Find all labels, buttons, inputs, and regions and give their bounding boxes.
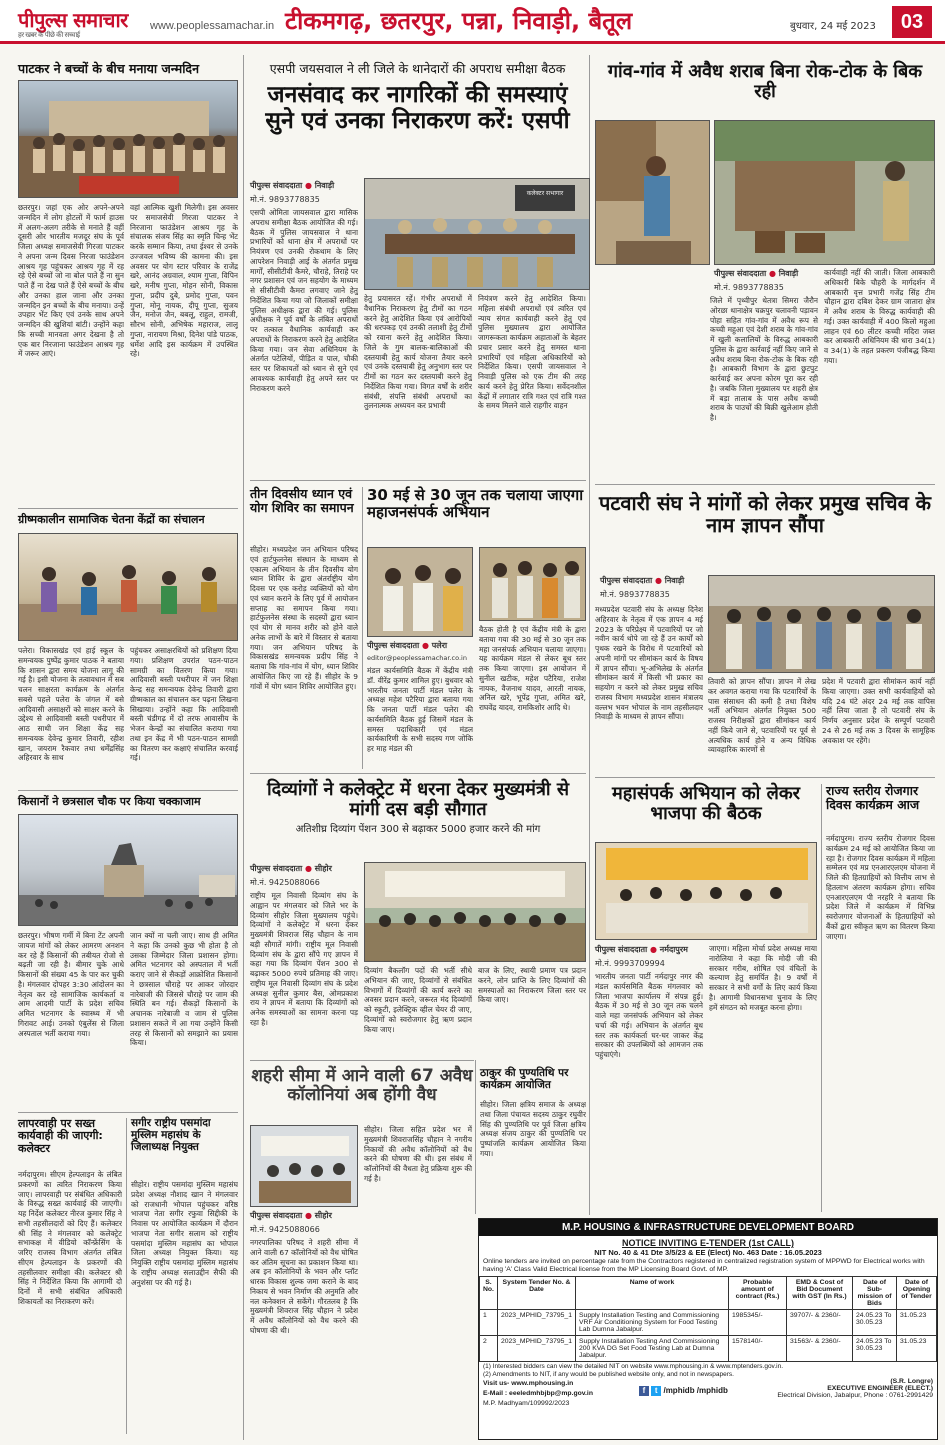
reporter-mobile: मो.नं. 9893778835 <box>600 590 670 599</box>
brand-tagline: हर खबर के पीछे की सच्चाई <box>18 31 80 39</box>
photo-colonies-meeting <box>250 1125 358 1207</box>
tender-table <box>479 1276 937 1362</box>
byline-reporter: पीपुल्स संवाददाता <box>250 864 303 873</box>
section-divider <box>18 790 238 791</box>
byline: पीपुल्स संवाददाता ● सीहोर <box>250 1211 332 1220</box>
tender-nit-number: NIT No. 40 & 41 Dte 3/5/23 & EE (Elect) No. 463 Date : 16.05.2023 <box>594 1248 822 1257</box>
table-cell: 39707/- & 2360/- <box>787 1309 853 1335</box>
photo-excise-raid <box>714 120 935 265</box>
byline: पीपुल्स संवाददाता ● पलेरा <box>367 641 448 650</box>
signatory-name: (S.R. Longre) <box>890 1377 933 1385</box>
statue-photo-illustration <box>19 815 238 926</box>
byline: पीपुल्स संवाददाता ● निवाड़ी <box>714 269 799 278</box>
column-header: S. No. <box>480 1276 498 1309</box>
woman-photo-illustration <box>596 121 710 265</box>
social-handle-text: /mphidb /mphidb <box>663 1385 728 1395</box>
article-subheadline: अतिशीघ्र दिव्यांग पेंशन 300 से बढ़ाकर 5000 हजार करने की मांग <box>295 824 541 836</box>
article-birthday <box>18 62 238 76</box>
column-divider <box>821 784 822 1212</box>
article-body: कार्यवाही नहीं की जाती। जिला आबकारी अधिकारी बिके चौहरी के मार्गदर्शन में आबकारी वृत्त प्रभारी गजेंद्र सिंह टीम चौहान द्वारा दबिश देकर ग्राम जातारा क्षेत्र में अवैध शराब के विरुद्ध कार्यवाही की गई। उक्त कार्यवाही में 400 किलो महुआ लाहन एवं 60 लीटर कच्ची मदिरा जब्त कर आबकारी अधिनियम की धारा 34(1) व 34(1) के तहत प्रकरण पंजीबद्ध किया गया। <box>824 268 935 365</box>
byline: पीपुल्स संवाददाता ● निवाड़ी <box>600 576 685 585</box>
article-headline[interactable]: दिव्यांगों ने कलेक्ट्रेट में धरना देकर मुख्यमंत्री से मांगी दस बड़ी सौगात <box>267 779 569 821</box>
signatory-title: EXECUTIVE ENGINEER (ELECT.) <box>827 1384 933 1392</box>
byline-reporter: पीपुल्स संवाददाता <box>250 1211 303 1220</box>
table-cell: Supply Installation Testing and Commissioning VRF Air Conditioning System for Food Testing Lab Dumna Jabalpur. <box>576 1309 729 1335</box>
photo-police-meeting <box>364 178 590 290</box>
column-header: System Tender No. & Date <box>497 1276 575 1309</box>
article-headline[interactable]: पटवारी संघ ने मांगों को लेकर प्रमुख सचिव के नाम ज्ञापन सौंपा <box>598 491 932 538</box>
article-body: हेतु प्रयासरत रहें। गंभीर अपराधों में वैधानिक निराकरण हेतु टीमों का गठन करने हेतु आदेशित किया एवं आरोपियों की धरपकड़ एवं उनकी तलाशी हेतु टीमों को रवाना करने हेतु आदेशित किया। जिले के गुम बालक-बालिकाओं की दस्तयाबी हेतु कार्य योजना तैयार करने एवं उनके दस्तयाबी हेतु अनुभाग स्तर पर टीमों का गठन कर दस्तयाबी करने हेतु निर्देशित किया गया। विगत वर्षों के शरीर संबंधी, संपत्ति संबंधी अपराधों का तुलनात्मक अध्ययन कर प्रभावी <box>364 294 472 411</box>
section-divider <box>595 484 935 485</box>
article-yoga-camp <box>250 487 358 515</box>
memorandum-photo-illustration <box>709 576 935 673</box>
tender-table-header-row <box>480 1276 937 1309</box>
article-body: राष्ट्रीय मूल निवासी दिव्यांग संघ के आह्वान पर मंगलवार को जिले भर के दिव्यांग सीहोर जिला मुख्यालय पहुंचे। दिव्यांगों ने कलेक्ट्रेट में धरना देकर मुख्यमंत्री शिवराज सिंह चौहान के नाम बड़ी सौगातें मांगी। राष्ट्रीय मूल निवासी दिव्यांग संघ के द्वारा सौंपे गए ज्ञापन में कहा गया कि दिव्यांग पेंशन 300 से बढ़ाकर 5000 रुपये प्रतिमाह की जाए। राष्ट्रीय मूल निवासी दिव्यांग संघ के प्रदेश अध्यक्ष सुनील कुमार बैस, ओमप्रकाश राय ने ज्ञापन में बताया कि दिव्यांगों को अनेक समस्याओं का सामना करना पड़ रहा है। <box>250 891 358 1027</box>
byline-place: निवाड़ी <box>778 269 799 278</box>
newspaper-logo[interactable] <box>18 6 128 40</box>
byline: पीपुल्स संवाददाता ● सीहोर <box>250 864 332 873</box>
byline-reporter: पीपुल्स संवाददाता <box>250 181 303 190</box>
article-rojgar-diwas <box>826 784 935 812</box>
section-divider <box>250 1060 474 1061</box>
byline-reporter: पीपुल्स संवाददाता <box>600 576 653 585</box>
byline-place: सीहोर <box>314 864 332 873</box>
lead-kicker <box>250 62 585 76</box>
byline-place: सीहोर <box>314 1211 332 1220</box>
article-headline[interactable]: ठाकुर की पुण्यतिथि पर कार्यक्रम आयोजित <box>480 1067 569 1091</box>
article-headline[interactable]: 30 मई से 30 जून तक चलाया जाएगा महाजनसंपर्क अभियान <box>367 486 584 521</box>
table-cell: 1985345/- <box>729 1309 787 1335</box>
article-body: छतरपुर। भीषण गर्मी में बिना टेंट अपनी जायज मांगों को लेकर आमरण अनशन कर रहे हैं किसानों की तबीयत रोजो से बढ़ती जा रही है। बीमार चुके आधे किसानों की संख्या 45 के पार कर चुकी है। मंगलवार दोपहर 3:30 आंदोलन का नेतृत्व कर रहे सामाजिक कार्यकर्ता व आम आदमी पार्टी के प्रदेश सचिव अमित भटनागर के स्वास्थ्य में भी गिरावट आई। उनको एंबुलेंस से जिला अस्पताल भर्ती कराया गया। <box>18 931 124 1038</box>
article-thakur <box>480 1068 586 1092</box>
article-body: भारतीय जनता पार्टी नर्मदापुर नगर की मंडल कार्यसमिति बैठक मंगलवार को जिला भाजपा कार्यालय में संपन्न हुई। बैठक में 30 मई से 30 जून तक चलने वाले महा जनसंपर्क अभियान को लेकर चर्चा की गई। अभियान के अंतर्गत बूथ स्तर तक कार्यकर्ता घर-घर जाकर केंद्र सरकार की उपलब्धियों को आमजन तक पहुंचाएंगे। <box>595 972 703 1060</box>
tender-note: (1) Interested bidders can view the detailed NIT on website www.mphousing.in & www.mptenders.gov.in. <box>483 1362 783 1370</box>
article-body: बाज के लिए, स्थायी प्रमाण पत्र प्रदान करने, लोन प्राप्ति के लिए दिव्यांगों की समस्याओं का निराकरण जिला स्तर पर किया जाए। <box>478 966 586 1005</box>
table-cell: 2023_MPHID_73795_1 <box>497 1335 575 1361</box>
table-cell: 24.05.23 To 30.05.23 <box>853 1309 897 1335</box>
byline-place: पलेरा <box>431 641 448 650</box>
masthead <box>0 0 945 44</box>
section-divider <box>595 777 935 778</box>
social-handles[interactable] <box>639 1386 728 1396</box>
table-cell: 31563/- & 2360/- <box>787 1335 853 1361</box>
column-header: Date of Opening of Tender <box>897 1276 937 1309</box>
article-body: तिवारी को ज्ञापन सौंपा। ज्ञापन में लेख कर अवगत कराया गया कि पटवारियों के पास संसाधन की कमी है तथा विशेष भर्ती अभियान अंतर्गत नियुक्त 500 राजस्व निरीक्षकों द्वारा सीमांकन कार्य नहीं किये जाने से, पटवारियों पर पूर्व से अत्यधिक कार्य होने व अन्य विधिक व्यावहारिक कारणों से <box>708 677 816 755</box>
column-header: EMD & Cost of Bid Document with GST (In Rs.) <box>787 1276 853 1309</box>
tender-note: (2) Amendments to NIT, if any would be published website only, and not in newspapers. <box>483 1370 734 1378</box>
article-body: बैठक होती है एवं केंद्रीय मंत्री के द्वारा बताया गया की 30 मई से 30 जून तक महा जनसंपर्क अभियान चलाया जाएगा। यह कार्यक्रम मंडल से लेकर बूथ स्तर तक किया जाएगा। इस आयोजन में सुनील खटीक, महेश पटैरिया, राजेश नायक, वैजनाथ यादव, आरती नायक, अनिल खरे, भूपेंद्र गुप्ता, अमित खरे, राघवेंद्र यादव, रामकिशोर आदि थे। <box>479 625 586 713</box>
column-divider <box>362 487 363 769</box>
reporter-mobile: मो.नं. 9425088066 <box>250 878 320 887</box>
byline-reporter: पीपुल्स संवाददाता <box>714 269 767 278</box>
article-body: पलेरा। विकासखंड एवं हाई स्कूल के समन्वयक पुष्पेंद्र कुमार पाठक ने बताया कि शासन द्वारा समय योजना लागू की गई है। इसी योजना के तत्वावधान में सब चलन साक्षरता कार्यक्रम के अंतर्गत सबसे पहले पलेरा के जंगल में बसे आदिवासी असाक्षरों को साक्षर करने के उद्देश्य से आदिवासी बस्ती पथरीपार में आठ साथी जन शिक्षा केंद्र सह समन्वयक देवेन्द्र कुमार तिवारी, रहीश खान, जयराम रैकवार तथा धर्मेंद्रसिंह अहिरवार के साथ <box>18 646 124 763</box>
photo-divyang-protest <box>364 862 586 962</box>
article-headline[interactable]: ग्रीष्मकालीन सामाजिक चेतना केंद्रों का संचालन <box>18 513 205 526</box>
article-liquor <box>595 62 935 102</box>
lead-article <box>250 82 585 135</box>
article-mahajansampark <box>367 487 587 521</box>
column-header: Probable amount of contract (Rs.) <box>729 1276 787 1309</box>
article-body: नियंत्रण करने हेतु आदेशित किया। महिला संबंधी अपराधों एवं त्वरित एवं न्याय संगत कार्यवाही करने हेतु एवं पुलिस मुख्यालय द्वारा आयोजित जागरूकता कार्यक्रम अहाताओं के बेहतर प्रचार प्रसार करने हेतु समस्त थाना प्रभारियों एवं महिला अधिकारियों को निर्देशित किया। एसपी जायसवाल ने निवाड़ी पुलिस को एक टीम की तरह कार्य करने हेतु प्रेरित किया। सर्वेदनशील केंद्रों में लगातार रात्रि गश्त एवं रात्रि गश्त के समय मिलने वाले राहगीर वाहन <box>478 294 586 411</box>
crowd-photo-illustration <box>19 81 238 198</box>
edition-cities: टीकमगढ़, छतरपुर, पन्ना, निवाड़ी, बैतूल <box>285 7 633 35</box>
article-headline[interactable]: सगीर राष्ट्रीय पसमांदा मुस्लिम महासंघ के जिलाध्यक्ष नियुक्त <box>131 1117 211 1153</box>
table-cell: 1578140/- <box>729 1335 787 1361</box>
article-body: नर्मदापुरम। सीएम हेल्पलाइन के लंबित प्रकरणों का त्वरित निराकरण किया जाए। लापरवाही पर संबंधित अधिकारी के विरुद्ध सख्त कार्यवाई की जाएगी। यह निर्देश कलेक्टर नीरज कुमार सिंह ने सभी तहसीलदारों को दिए हैं। कलेक्टर श्री सिंह ने मंगलवार को कलेक्ट्रेट सभाकक्ष में वीडियो कॉन्फ्रेंसिंग के जरिए राजस्व विभाग अंतर्गत लंबित सीएम हेल्पलाइन के प्रकरणों की तहसीलवार समीक्षा की। कलेक्टर श्री सिंह ने निर्देशित किया कि आगामी दो दिनों में सभी संबंधित अधिकारी शिकायतों का निराकरण करें। <box>18 1170 122 1306</box>
byline-reporter: पीपुल्स संवाददाता <box>367 641 420 650</box>
reporter-mobile: मो.नं. 9893778835 <box>250 195 320 204</box>
photo-bjp-meeting <box>479 547 586 621</box>
protest-photo-illustration <box>365 863 586 962</box>
issue-date: बुधवार, 24 मई 2023 <box>790 21 876 32</box>
table-cell: 24.05.23 To 30.05.23 <box>853 1335 897 1361</box>
article-body: प्रदेश में पटवारी द्वारा सीमांकन कार्य नहीं किया जाएगा। उक्त सभी कार्यवाहियों को यदि 24 घंटे अंदर 24 मई तक वापिस नहीं लिया जाता है तो पटवारी संघ के निर्णय अनुसार प्रदेश के सम्पूर्ण पटवारी 24 से 26 मई तक 3 दिवस के सामूहिक अवकाश पर रहेंगे। <box>822 677 935 745</box>
felicitation-photo-illustration <box>368 548 473 637</box>
photo-sign: कलेक्टर सभागार <box>526 190 564 197</box>
table-cell: 31.05.23 <box>897 1309 937 1335</box>
article-patwari <box>595 492 935 537</box>
article-body: मध्यप्रदेश पटवारी संघ के अध्यक्ष दिनेश अहिरवार के नेतृत्व में एक ज्ञापन 4 मई 2023 के परिप्रेक्ष्य में पटवारियों पर जो नवीन कार्य थोपे जा रहे हैं उन कार्यों को पृथक रखने के विरोध में पटवारियों को अपनी मांगों पर सीमांकन कार्य के विषय में ज्ञापन सौंपा। भू-अभिलेख के अंतर्गत सीमांकन कार्य में किसी भी प्रकार का सहयोग न करने को लेकर प्रमुख सचिव राजस्व विभाग मध्यप्रदेश शासन मंत्रालय वल्लभ भवन भोपाल के नाम तहसीलदार निवाड़ी के माध्यम से ज्ञापन सौंपा। <box>595 605 703 722</box>
photo-children-group <box>18 80 238 198</box>
byline: पीपुल्स संवाददाता ● नर्मदापुरम <box>595 945 688 954</box>
tender-madhyam-no: M.P. Madhyam/109992/2023 <box>483 1399 570 1407</box>
article-body: वहां आत्मिक खुशी मिलेगी। इस अवसर पर समाजसेवी गिरजा पाटकर ने निरजाना फाउंडेशन आश्रय गृह के संचालक संजय सिंह का स्मृति चिन्ह भेंट करके सम्मान किया, तथा ईश्वर से उनके उज्जवल भविष्य की कामना की। इस अवसर पर योग स्टार परिवार के राजेंद्र खरे, आनंद अग्रवाल, श्याम गुप्ता, विपिन खरे, मनीष गुप्ता, मोहन सोनी, विकास गुप्ता, प्रदीप दुबे, प्रमोद गुप्ता, पवन गुप्ता, मोनू नायक, दीपू गुप्ता, सुजय जैन, मनोज जैन, बबलू, राहुल, रामजी, सौरभ सोनी, अभिषेक महाराज, लालू गुप्ता, नारायण मिश्रा, दिनेश पांडे पाठक, धर्मेश आदि इस कार्यक्रम में उपस्थित रहे। <box>130 203 238 359</box>
signatory-office: Electrical Division, Jabalpur, Phone : 0761-2991429 <box>777 1391 933 1399</box>
photo-patwari-memorandum <box>708 575 935 673</box>
article-headline[interactable]: किसानों ने छत्रसाल चौक पर किया चक्काजाम <box>18 795 201 808</box>
byline: पीपुल्स संवाददाता ● निवाड़ी <box>250 181 335 190</box>
byline-place: निवाड़ी <box>314 181 335 190</box>
photo-literacy-class <box>18 533 238 641</box>
column-divider <box>243 55 244 1440</box>
article-body: मंडल कार्यसमिति बैठक में केंद्रीय मंत्री डॉ. वीरेंद्र कुमार शामिल हुए। बुधवार को भारतीय जनता पार्टी मंडल पलेरा के अध्यक्ष महेश पटैरिया द्वारा बताया गया कि जनता पार्टी मंडल पलेरा की कार्यसमिति बैठक हुई जिसमें मंडल के समस्त पदाधिकारी एवं मंडल कार्यकारिणी के सभी सदस्य गण जोकि हर माह मंडल की <box>367 666 473 754</box>
tender-email[interactable]: E-Mail : eeeledmhbjbp@mp.gov.in <box>483 1389 593 1397</box>
editor-email[interactable]: editor@peoplessamachar.co.in <box>367 654 467 662</box>
facebook-icon: f <box>639 1386 649 1396</box>
article-colonies <box>250 1067 474 1105</box>
article-headline[interactable]: राज्य स्तरीय रोजगार दिवस कार्यक्रम आज <box>826 783 920 812</box>
table-row <box>480 1309 937 1335</box>
byline-place: निवाड़ी <box>664 576 685 585</box>
twitter-icon: t <box>651 1386 661 1396</box>
article-headline[interactable]: पाटकर ने बच्चों के बीच मनाया जन्मदिन <box>18 61 200 76</box>
article-body: पहुंचकर असाक्षरथियों को प्रशिक्षण दिया गया। प्रशिक्षण उपरांत पठन-पाठन सामग्री का वितरण किया गया। आदिवासी बस्ती पथरीपार में जन शिक्षा केन्द्र सह समन्वयक देवेन्द्र तिवारी द्वारा ग्रीष्मकाल का संचालन कर पढ़ना लिखना सिखाया। उन्होंने कहा कि आदिवासी बस्ती चंडीगढ़ में दो तरफ आवासीय के भेजन केन्द्रों का संचालित कराया गया तथा इन केंद्र में भी पठन-पाठन सामग्री का वितरण कर कक्षाएं संचालित करवाई गई। <box>130 646 238 763</box>
article-headline[interactable]: गांव-गांव में अवैध शराब बिना रोक-टोक के बिक रही <box>607 61 923 103</box>
article-body: सीहोर। जिला सहित प्रदेश भर में मुख्यमंत्री शिवराजसिंह चौहान ने नगरीय निकायों की अवैध कॉलोनियों को वैध करने की घोषणा की थी। इस संबंध में कॉलोनियों की वैधता हेतु प्रक्रिया शुरू की गई है। <box>364 1125 472 1183</box>
article-body: नगरपालिका परिषद ने शहरी सीमा में आने वाली 67 कॉलोनियों को वैध घोषित कर अंतिम सूचना का प्रकाशन किया था। अब इन कॉलोनियों के भवन और प्लॉट धारक विकास शुल्क जमा कराने के बाद निकाय से भवन निर्माण की अनुमति और नल कनेक्शन ले सकेंगे। गौरतलब है कि मुख्यमंत्री शिवराज सिंह चौहान ने प्रदेश में अवैध कॉलोनियों को वैध करने की घोषणा की थी। <box>250 1238 358 1335</box>
table-cell: 2 <box>480 1335 498 1361</box>
article-pasmanda <box>131 1118 238 1153</box>
reporter-mobile: मो.नं. 9893778835 <box>714 283 784 292</box>
section-divider <box>18 1112 238 1113</box>
article-headline[interactable]: तीन दिवसीय ध्यान एवं योग शिविर का समापन <box>250 486 354 515</box>
reporter-mobile: मो.नं. 9425088066 <box>250 1225 320 1234</box>
photo-liquor-woman <box>595 120 710 265</box>
tender-signatory <box>777 1378 933 1399</box>
article-body: जान क्यों ना चली जाए। साथ ही अमित ने कहा कि उनको कुछ भी होता है तो उसका जिम्मेदार जिला प्रशासन होगा। अमित भटनागर को अस्पताल में भर्ती कराए जाने से सैकड़ों आक्रोशित किसानों ने छत्रसाल चौराहे पर आकर जोरदार नारेबाजी की जिससे चौराहे पर जाम की स्थिति बन गई। सैकड़ों किसानों के अचानक नारेबाजी व जाम से पुलिस प्रशासन सकते में आ गया उन्होंने किसी तरह से किसानों को समझाने का प्रयास किया। <box>130 931 238 1048</box>
column-header: Name of work <box>576 1276 729 1309</box>
section-divider <box>250 480 586 481</box>
article-body: सीहोर। राष्ट्रीय पसमांदा मुस्लिम महासंघ प्रदेश अध्यक्ष नौशाद खान ने मंगलवार को राजधानी भोपाल पहुंचकर वरिष्ठ भाजपा नेता सगीर रफुवा सिद्दीकी के निवास पर आयोजित कार्यक्रम में दौरान भाजपा नेता सगीर सलाम को राष्ट्रीय पसमांदा मुस्लिम महासंघ का भोपाल जिला अध्यक्ष नियुक्त किया। यह नियुक्ति राष्ट्रीय पसमांदा मुस्लिम महासंघ के राष्ट्रीय अध्यक्ष सलाउद्दीन सैफी की अनुशंसा पर की गई है। <box>131 1180 238 1287</box>
website-link[interactable]: www.peoplessamachar.in <box>150 20 275 32</box>
tender-board-heading: M.P. HOUSING & INFRASTRUCTURE DEVELOPMENT BOARD <box>479 1219 937 1236</box>
column-divider <box>475 1060 476 1214</box>
photo-bjp-minister <box>367 547 473 637</box>
article-bjp-meeting <box>595 784 817 824</box>
article-body: जाएगा। महिला मोर्चा प्रदेश अध्यक्ष माया नारोलिया ने कहा कि मोदी जी की सरकार गरीब, शोषित एवं वंचितों के कल्याण हेतु समर्पित है। 9 वर्षों में सरकार ने सभी वर्गों के लिए कार्य किया है। आगामी विधानसभा चुनाव के लिए हमें संगठन को मजबूत करना होगा। <box>709 944 817 1012</box>
photo-chatrasal-chowk <box>18 814 238 926</box>
reporter-mobile: मो.नं. 9993709994 <box>595 959 665 968</box>
table-row <box>480 1335 937 1361</box>
brand-name: पीपुल्स समाचार <box>18 8 128 32</box>
article-body: छतरपुर। जहां एक ओर अपने-अपने जन्मदिन में लोग होटलों में फार्म हाउस में अलग-अलग तरीके से मनाते हैं वहीं दूसरी ओर भारतीय मजदूर संघ के पूर्व जिला अध्यक्ष समाजसेवी गिरजा पाटकर ने अपना जन्म दिवस निरजा फाउंडेशन आश्रय गृह पहुंचकर आश्रय गृह में रह रहे ऐसे बच्चों जो ना बोल पाते हैं ना सुन पाते हैं ना देख पाते हैं ऐसे बच्चों के बीच और उनका हाल जाना और उनका जन्मदिन इन बच्चों के बीच मनाया। उन्हें उपहार भेंट किए एवं उनके साथ अपने जन्मदिन की खुशियां बांटी। उन्होंने कहा कि सच्ची मानवता अगर देखना है तो एक बार निरजाना फाउंडेशन आश्रय गृह में जरूर आएं। <box>18 203 124 359</box>
byline-reporter: पीपुल्स संवाददाता <box>595 945 648 954</box>
photo-bjp-narmadapuram <box>595 842 817 940</box>
article-headline[interactable]: महासंपर्क अभियान को लेकर भाजपा की बैठक <box>611 783 801 825</box>
group-photo-illustration <box>480 548 586 621</box>
tender-intro: Online tenders are invited on percentage rate from the Contractors registered in centralized registration system of MPPWD for Electrical works with having 'A' Class Valid Electrical license from the MP Licensing Board Govt. of MP. <box>483 1258 925 1274</box>
article-chetna-kendra <box>18 514 238 526</box>
article-headline[interactable]: शहरी सीमा में आने वाली 67 अवैध कॉलोनियां अब होंगी वैध <box>251 1066 473 1106</box>
article-body: नर्मदापुरम। राज्य स्तरीय रोजगार दिवस कार्यक्रम 24 मई को आयोजित किया जा रहा है। रोजगार दिवस कार्यक्रम में महिला सम्मेलन एवं मप्र एनआरएलएम योजना में जिले की हितग्राहियों को वित्तीय लाभ से हितलाभ अंतरण कार्यक्रम होगा। सचिव एनआरएलएम पी नरहरि ने बताया कि प्रदेश जिले में कार्यक्रम में विभिन्न स्वरोजगार योजनाओं के हितग्राहियों को बैंकों द्वारा स्वीकृत ऋण का वितरण किया जाएगा। <box>826 834 935 941</box>
table-cell: Supply Installation Testing And Commissioning 200 KVA DG Set Food Testing Lab at Dumna Jabalpur. <box>576 1335 729 1361</box>
article-collector <box>18 1118 122 1155</box>
raid-photo-illustration <box>715 121 935 265</box>
column-divider <box>126 1118 127 1434</box>
article-body: दिव्यांग बैकलॉग पदों की भर्ती सीधे अभियान की जाए, दिव्यांगों से संबंधित विभागों में दिव्यांगों की कार्य करने का अवसर प्रदान करने, जरूरत मंद दिव्यांगों को स्कूटी, इलेक्ट्रिक व्हील चेयर दी जाए, दिव्यांगों को स्वरोजगार हेतु ऋण प्रदान किया जाए। <box>364 966 472 1034</box>
article-divyang <box>250 780 586 836</box>
table-cell: 31.05.23 <box>897 1335 937 1361</box>
article-body: एसपी ओमिता जायसवाल द्वारा मासिक अपराध समीक्षा बैठक आयोजित की गई। बैठक में पुलिस जायसवाल ने थाना प्रभारियों को थाना क्षेत्र में अपराधों पर नियंत्रण एवं उनकी रोकथाम के लिए आपरेशन निवाड़ी आई के अंतर्गत प्रमुख मार्गों, सीसीटीवी कैमरे, चौराहे, तिराहे पर नगर प्रशासन एवं जन सहयोग के माध्यम से सीसीटीवी कैमरा लगवाए जाने हेतु निर्देशित किया गया जो जिलाकों समीक्षा पुलिस अधीक्षक द्वारा की गई। पुलिस अधीक्षक ने पूर्व वर्षों के लंबित अपराधों पर तत्काल वैधानिक कार्यवाही कर अपराधों के निराकरण करने हेतु आदेशित किया गया। जन सेवा अधिनियम के अंतर्गत पटेलियों, पीड़ित व पाल, चौकी स्तर पर शिकायतों को ध्यान से सुने एवं आवश्यक कार्यवाही हेतु अपने स्तर पर निराकरण करने <box>250 208 358 393</box>
stage-photo-illustration <box>596 843 817 940</box>
meeting-photo-illustration <box>251 1126 358 1207</box>
column-header: Date of Sub-mission of Bids <box>853 1276 897 1309</box>
lead-headline[interactable]: जनसंवाद कर नागरिकों की समस्याएं सुने एवं उनका निराकरण करें: एसपी <box>265 82 570 135</box>
article-body: जिले में पृथ्वीपुर थेतत्रा सिमरा जैरौन ओरछा थानाक्षेत्र चक्रपुर चलावनी पड़ावन पोहा सहित गांव-गांव में अवैध रूप से कच्ची महुआ एवं देशी शराब के गांव-गांव में खुली कलालियों के विरुद्ध आबकारी पुलिस के द्वारा कार्रवाई नहीं किए जाने से अवैध शराब बिना रोक-टोक के बिक रही है। आबकारी विभाग के द्वारा छुटपुट कार्रवाई कर अपना कोरम पूरा कर रही है। जबकि जिला मुख्यालय पर शहरी क्षेत्र में बड़ा तालाब के पास अवैध कच्ची शराब के पाउचों की बिक्री खुलेआम होती है। <box>710 296 818 423</box>
article-body: सीहोर। मध्यप्रदेश जन अभियान परिषद एवं हार्टफुलनेस संस्थान के माध्यम से एकात्म अभियान के तीन दिवसीय योग ध्यान शिविर के द्वारा अंतर्राष्ट्रीय योग दिवस पर एक करोड़ व्यक्तियों को योग एवं ध्यान कराने के लिए पूर्व में आयोजन सप्ताह का समापन किया गया। हार्टफुलनेस संस्था के सदस्यों द्वारा ध्यान एवं योग से मानव शरीर को होने वाले अनेक लाभों के बारे में विस्तार से बताया गया। जन अभियान परिषद के विकासखंड समन्वयक प्रदीप सिंह ने बताया कि गांव-गांव में योग, ध्यान शिविर आयोजित किए जा रहे हैं। सीहोर के 9 गांवों में योग ध्यान शिविर आयोजित हुए। <box>250 545 358 691</box>
section-divider <box>250 773 586 774</box>
article-body: सीहोर। जिला क्षत्रिय समाज के अध्यक्ष तथा जिला पंचायत सदस्य ठाकुर रघुवीर सिंह की पुण्यतिथि पर पूर्व जिला क्षत्रिय अध्यक्ष संजय ठाकुर की पुण्यतिथि पर पुष्पांजलि कार्यक्रम आयोजित किया गया। <box>480 1100 586 1158</box>
class-photo-illustration <box>19 534 238 641</box>
article-farmers-protest <box>18 796 238 808</box>
section-divider <box>18 508 238 509</box>
table-cell: 1 <box>480 1309 498 1335</box>
article-headline[interactable]: लापरवाही पर सख्त कार्यवाही की जाएगी: कलेक्टर <box>18 1117 103 1155</box>
tender-advertisement <box>478 1218 938 1440</box>
kicker-text: एसपी जयसवाल ने ली जिले के थानेदारों की अपराध समीक्षा बैठक <box>269 61 566 76</box>
tender-notice-title: NOTICE INVITING E-TENDER (1st CALL) <box>621 1238 794 1248</box>
table-cell: 2023_MPHID_73795_1 <box>497 1309 575 1335</box>
tender-website[interactable]: Visit us- www.mphousing.in <box>483 1379 574 1387</box>
byline-place: नर्मदापुरम <box>659 945 688 954</box>
page-number: 03 <box>892 6 932 38</box>
